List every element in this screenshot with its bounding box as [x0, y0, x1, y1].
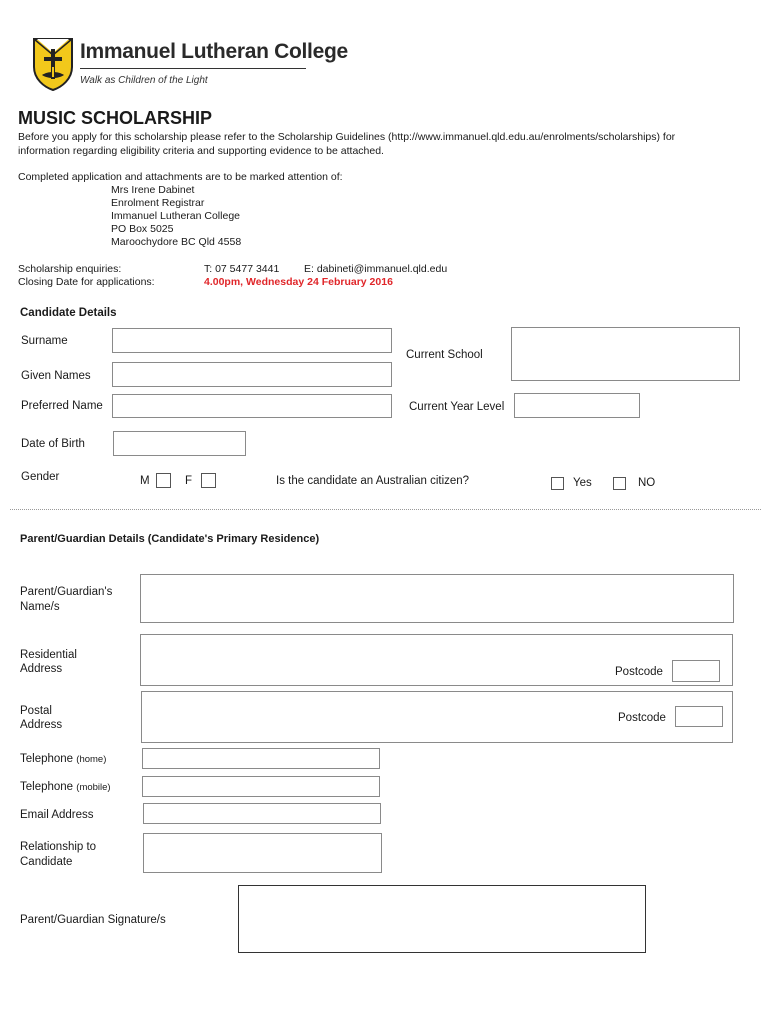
intro-line-2: information regarding eligibility criteria and supporting evidence to be attached. — [18, 145, 384, 157]
signature-input[interactable] — [238, 885, 646, 953]
residential-address-label-1: Residential — [20, 649, 77, 661]
postal-postcode-label: Postcode — [618, 712, 666, 724]
relationship-label-2: Candidate — [20, 856, 73, 868]
attention-line: Immanuel Lutheran College — [111, 210, 240, 222]
citizen-question: Is the candidate an Australian citizen? — [276, 475, 470, 487]
enquiries-phone: T: 07 5477 3441 — [204, 263, 280, 275]
parent-name-label-2: Name/s — [20, 601, 60, 613]
attention-line: PO Box 5025 — [111, 223, 174, 235]
telephone-home-label — [20, 752, 106, 767]
telephone-mobile-input[interactable] — [142, 776, 380, 797]
current-year-level-label: Current Year Level — [409, 401, 505, 413]
relationship-label-1: Relationship to — [20, 841, 97, 853]
citizen-no-checkbox[interactable] — [613, 477, 626, 490]
parent-heading: Parent/Guardian Details (Candidate's Primary Residence) — [20, 533, 320, 545]
postal-address-label-2: Address — [20, 719, 63, 731]
attention-line: Enrolment Registrar — [111, 197, 205, 209]
section-divider — [10, 509, 761, 510]
gender-male-label: M — [140, 475, 150, 487]
closing-date-label: Closing Date for applications: — [18, 276, 155, 288]
attention-heading: Completed application and attachments are to be marked attention of: — [18, 171, 343, 183]
given-names-label: Given Names — [21, 370, 91, 382]
postal-postcode-input[interactable] — [675, 706, 723, 727]
telephone-home-input[interactable] — [142, 748, 380, 769]
college-crest-logo — [32, 37, 74, 91]
postal-address-label-1: Postal — [20, 705, 52, 717]
citizen-yes-checkbox[interactable] — [551, 477, 564, 490]
gender-male-checkbox[interactable] — [156, 473, 171, 488]
telephone-label: Telephone — [20, 753, 74, 765]
given-names-input[interactable] — [112, 362, 392, 387]
dob-label: Date of Birth — [21, 438, 85, 450]
telephone-mobile-suffix: (mobile) — [76, 782, 111, 793]
enquiries-email: E: dabineti@immanuel.qld.edu — [304, 263, 448, 275]
college-name: Immanuel Lutheran College — [80, 40, 348, 63]
preferred-name-label: Preferred Name — [21, 400, 103, 412]
intro-line-1: Before you apply for this scholarship please refer to the Scholarship Guidelines (http://www.immanuel.qld.edu.au/enrolments/scholarships) for — [18, 131, 676, 143]
citizen-no-label: NO — [638, 477, 656, 489]
current-year-level-input[interactable] — [514, 393, 640, 418]
attention-line: Mrs Irene Dabinet — [111, 184, 195, 196]
parent-name-input[interactable] — [140, 574, 734, 623]
email-address-label: Email Address — [20, 809, 94, 821]
email-address-input[interactable] — [143, 803, 381, 824]
header-rule — [80, 68, 306, 69]
residential-postcode-input[interactable] — [672, 660, 720, 682]
current-school-input[interactable] — [511, 327, 740, 381]
closing-date: 4.00pm, Wednesday 24 February 2016 — [204, 276, 393, 288]
telephone-home-suffix: (home) — [76, 754, 107, 765]
relationship-input[interactable] — [143, 833, 382, 873]
gender-female-label: F — [185, 475, 193, 487]
telephone-label: Telephone — [20, 781, 74, 793]
current-school-label: Current School — [406, 349, 483, 361]
gender-female-checkbox[interactable] — [201, 473, 216, 488]
college-motto: Walk as Children of the Light — [80, 75, 208, 86]
telephone-mobile-label — [20, 780, 111, 795]
enquiries-label: Scholarship enquiries: — [18, 263, 122, 275]
page-title: MUSIC SCHOLARSHIP — [18, 108, 213, 128]
parent-name-label-1: Parent/Guardian's — [20, 586, 113, 598]
residential-address-label-2: Address — [20, 663, 63, 675]
citizen-yes-label: Yes — [573, 477, 592, 489]
dob-input[interactable] — [113, 431, 246, 456]
signature-label: Parent/Guardian Signature/s — [20, 914, 166, 926]
gender-label: Gender — [21, 471, 60, 483]
attention-line: Maroochydore BC Qld 4558 — [111, 236, 242, 248]
surname-input[interactable] — [112, 328, 392, 353]
surname-label: Surname — [21, 335, 68, 347]
preferred-name-input[interactable] — [112, 394, 392, 418]
candidate-heading: Candidate Details — [20, 307, 117, 319]
residential-postcode-label: Postcode — [615, 666, 663, 678]
